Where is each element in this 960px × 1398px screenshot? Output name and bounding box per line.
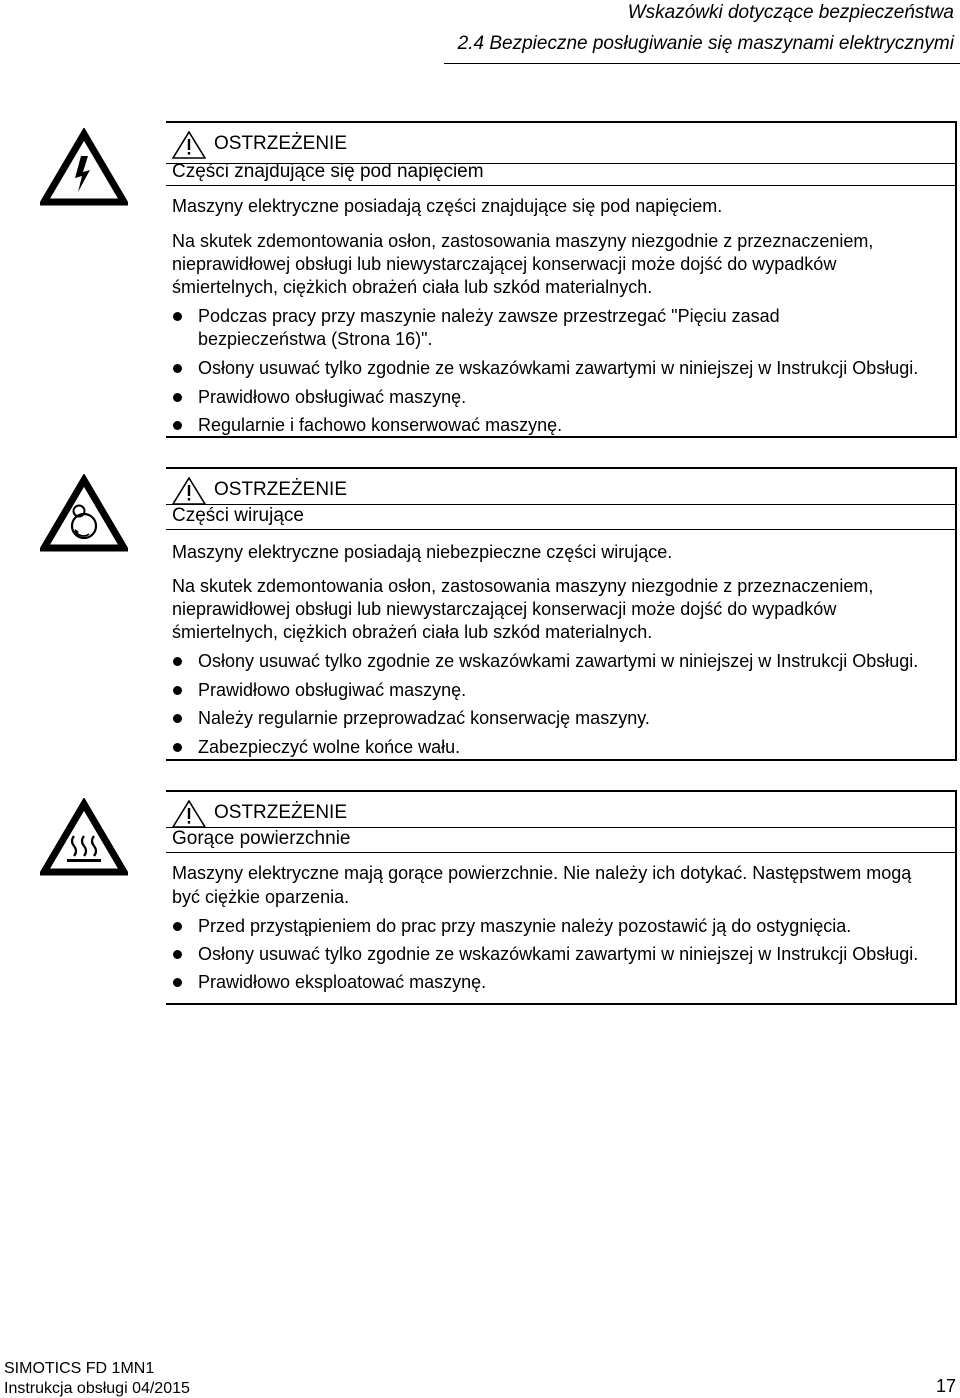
bullet-icon [173, 421, 182, 430]
warning-triangle-icon [172, 800, 206, 828]
bullet-icon [173, 312, 182, 321]
section-title: 2.4 Bezpieczne posługiwanie się maszynami elektrycznymi [457, 33, 954, 54]
title-divider [166, 185, 957, 186]
title-divider [166, 852, 957, 853]
hazard-intro: Maszyny elektryczne posiadają części znajdujące się pod napięciem. [172, 196, 723, 216]
hazard-title: Części znajdujące się pod napięciem [172, 161, 484, 182]
bullet-icon [173, 950, 182, 959]
chapter-title: Wskazówki dotyczące bezpieczeństwa [627, 2, 954, 23]
signal-word: OSTRZEŻENIE [214, 802, 348, 823]
title-divider [166, 529, 957, 530]
bullet-icon [173, 393, 182, 402]
hazard-intro-line: być ciężkie oparzenia. [172, 887, 350, 907]
signal-word: OSTRZEŻENIE [214, 479, 348, 500]
footer-document: Instrukcja obsługi 04/2015 [4, 1380, 190, 1397]
hazard-description-line: Na skutek zdemontowania osłon, zastosowania maszyny niezgodnie z przeznaczeniem, [172, 231, 874, 251]
warning-header [172, 123, 372, 163]
hazard-description-line: nieprawidłowej obsługi lub niewystarczającej konserwacji może dojść do wypadków [172, 254, 837, 274]
hazard-title: Części wirujące [172, 505, 304, 526]
bullet-icon [173, 922, 182, 931]
electric-shock-hazard-icon [40, 128, 128, 208]
bullet-icon [173, 714, 182, 723]
warning-header [172, 469, 372, 509]
hot-surface-hazard-icon [40, 798, 128, 878]
warning-triangle-icon [172, 131, 206, 159]
bullet-icon [173, 978, 182, 987]
hazard-title: Gorące powierzchnie [172, 828, 351, 849]
signal-word: OSTRZEŻENIE [214, 133, 348, 154]
bullet-icon [173, 686, 182, 695]
warning-box-hot-surfaces: OSTRZEŻENIE Gorące powierzchnie Maszyny elektryczne mają gorące powierzchnie. Nie należy ich dotykać. Następstwem mogą być ciężkie oparzenia. Przed przystąpieniem do prac przy maszynie należy pozostawić ją do ostygnięcia. Osłony usuwać tylko zgodnie ze wskazówkami zawartymi w niniejszej w Instrukcji Obsługi. Prawidłowo eksploatować maszynę. [166, 790, 957, 1005]
footer-product: SIMOTICS FD 1MN1 [4, 1360, 155, 1377]
header-rule [444, 63, 960, 64]
bullet-icon [173, 364, 182, 373]
hazard-intro: Maszyny elektryczne posiadają niebezpieczne części wirujące. [172, 542, 673, 562]
warning-triangle-icon [172, 477, 206, 505]
bullet-icon [173, 657, 182, 666]
hazard-description-line: śmiertelnych, ciężkich obrażeń ciała lub szkód materialnych. [172, 277, 653, 297]
bullet-icon [173, 743, 182, 752]
rotating-parts-hazard-icon [40, 474, 128, 554]
warning-box-rotating-parts: OSTRZEŻENIE Części wirujące Maszyny elektryczne posiadają niebezpieczne części wirujące. Na skutek zdemontowania osłon, zastosowania maszyny niezgodnie z przeznaczeniem, nieprawidłowej obsługi lub niewystarczającej konserwacji może dojść do wypadków śmiertelnych, ciężkich obrażeń ciała lub szkód materialnych. Osłony usuwać tylko zgodnie ze wskazówkami zawartymi w niniejszej w Instrukcji Obsługi. Prawidłowo obsługiwać maszynę. Należy regularnie przeprowadzać konserwację maszyny. Zabezpieczyć wolne końce wału. [166, 467, 957, 761]
warning-box-live-parts: OSTRZEŻENIE Części znajdujące się pod napięciem Maszyny elektryczne posiadają części znajdujące się pod napięciem. Na skutek zdemontowania osłon, zastosowania maszyny niezgodnie z przeznaczeniem, nieprawidłowej obsługi lub niewystarczającej konserwacji może dojść do wypadków śmiertelnych, ciężkich obrażeń ciała lub szkód materialnych. Podczas pracy przy maszynie należy zawsze przestrzegać "Pięciu zasad bezpieczeństwa (Strona 16)". Osłony usuwać tylko zgodnie ze wskazówkami zawartymi w niniejszej w Instrukcji Obsługi. Prawidłowo obsługiwać maszynę. Regularnie i fachowo konserwować maszynę. [166, 121, 957, 438]
warning-header [172, 792, 372, 832]
hazard-intro-line: Maszyny elektryczne mają gorące powierzchnie. Nie należy ich dotykać. Następstwem mogą [172, 863, 912, 883]
hazard-description-line: nieprawidłowej obsługi lub niewystarczającej konserwacji może dojść do wypadków [172, 599, 837, 619]
hazard-description-line: śmiertelnych, ciężkich obrażeń ciała lub szkód materialnych. [172, 622, 653, 642]
hazard-description-line: Na skutek zdemontowania osłon, zastosowania maszyny niezgodnie z przeznaczeniem, [172, 576, 874, 596]
page-number: 17 [935, 1376, 956, 1396]
